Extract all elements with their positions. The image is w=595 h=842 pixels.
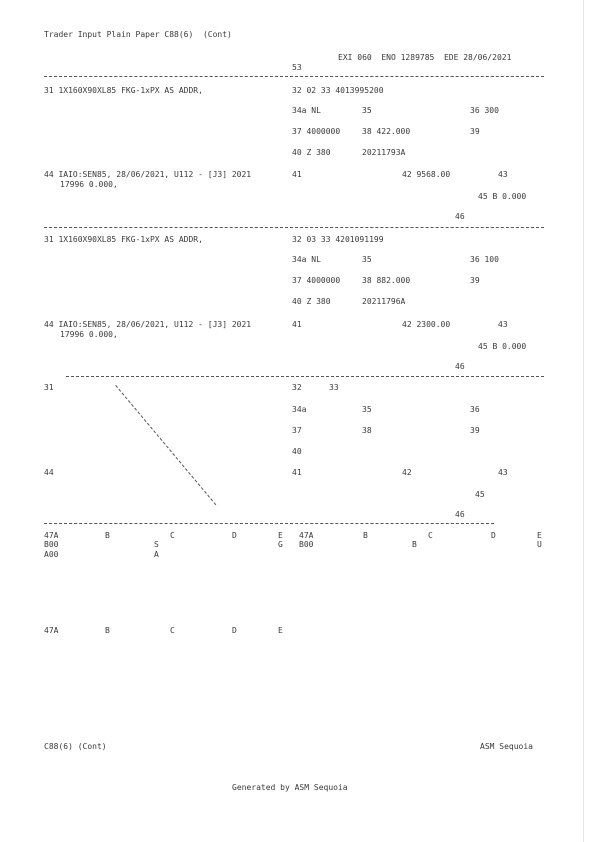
box-39: 39 bbox=[470, 426, 480, 435]
box-47a: 47A bbox=[44, 531, 59, 540]
box-33: 33 bbox=[329, 383, 339, 392]
box-44-documents: 44 IAIO:SEN85, 28/06/2021, U112 - [J3] 2021 bbox=[44, 170, 252, 179]
box-35: 35 bbox=[362, 255, 372, 264]
box-44-documents-cont: 17996 0.000, bbox=[60, 330, 118, 339]
box-40-value: 20211793A bbox=[362, 148, 406, 157]
tax-col-e-second: E bbox=[537, 531, 542, 540]
box-44: 44 bbox=[44, 468, 54, 477]
box-37: 37 bbox=[292, 426, 302, 435]
tax-type-b00-second: B00 bbox=[299, 540, 314, 549]
box-36: 36 300 bbox=[470, 106, 499, 115]
box-46: 46 bbox=[455, 362, 465, 371]
tax-method-a: A bbox=[154, 550, 159, 559]
tax-method-u: U bbox=[537, 540, 542, 549]
generated-by-note: Generated by ASM Sequoia bbox=[232, 783, 348, 792]
box-39: 39 bbox=[470, 276, 480, 285]
box-43: 43 bbox=[498, 320, 508, 329]
form-title: Trader Input Plain Paper C88(6) (Cont) bbox=[44, 30, 232, 39]
box-45: 45 bbox=[475, 490, 485, 499]
box-38: 38 422.000 bbox=[362, 127, 411, 136]
tax-type-a00: A00 bbox=[44, 550, 59, 559]
box-43: 43 bbox=[498, 170, 508, 179]
declaration-references: EXI 060 ENO 1289785 EDE 28/06/2021 bbox=[338, 53, 512, 62]
box-45: 45 B 0.000 bbox=[478, 192, 527, 201]
tax-col-d: D bbox=[232, 531, 237, 540]
box-40-value: 20211796A bbox=[362, 297, 406, 306]
box-34: 34a bbox=[292, 405, 307, 414]
box-41: 41 bbox=[292, 320, 302, 329]
box-41: 41 bbox=[292, 468, 302, 477]
box-47a-second: 47A bbox=[299, 531, 314, 540]
box-46: 46 bbox=[455, 510, 465, 519]
goods-description: 31 1X160X90XL85 FKG-1xPX AS ADDR, bbox=[44, 86, 203, 95]
box-35: 35 bbox=[362, 405, 372, 414]
box-46: 46 bbox=[455, 212, 465, 221]
box-44-documents-cont: 17996 0.000, bbox=[60, 180, 118, 189]
divider bbox=[66, 376, 544, 377]
tax-col-b-value: B bbox=[412, 540, 417, 549]
box-40: 40 bbox=[292, 447, 302, 456]
tax-type-b00: B00 bbox=[44, 540, 59, 549]
box-32-commodity: 32 03 33 4201091199 bbox=[292, 235, 384, 244]
box-32-commodity: 32 02 33 4013995200 bbox=[292, 86, 384, 95]
box-45: 45 B 0.000 bbox=[478, 342, 527, 351]
tax-col-e: E bbox=[278, 626, 283, 635]
box-47a: 47A bbox=[44, 626, 59, 635]
box-37: 37 4000000 bbox=[292, 276, 341, 285]
page-edge-line bbox=[583, 0, 584, 842]
tax-col-b: B bbox=[105, 531, 110, 540]
box-38: 38 bbox=[362, 426, 372, 435]
box-39: 39 bbox=[470, 127, 480, 136]
box-34-origin: 34a NL bbox=[292, 106, 321, 115]
box-34-origin: 34a NL bbox=[292, 255, 321, 264]
tax-col-d-second: D bbox=[491, 531, 496, 540]
box-37: 37 4000000 bbox=[292, 127, 341, 136]
divider bbox=[44, 76, 544, 77]
box-42-price: 42 2300.00 bbox=[402, 320, 451, 329]
tax-col-c-second: C bbox=[428, 531, 433, 540]
box-53: 53 bbox=[292, 63, 302, 72]
tax-col-b: B bbox=[105, 626, 110, 635]
box-41: 41 bbox=[292, 170, 302, 179]
box-40: 40 Z 380 bbox=[292, 297, 331, 306]
box-40: 40 Z 380 bbox=[292, 148, 331, 157]
divider bbox=[44, 523, 494, 524]
box-44-documents: 44 IAIO:SEN85, 28/06/2021, U112 - [J3] 2021 bbox=[44, 320, 252, 329]
box-42-price: 42 9568.00 bbox=[402, 170, 451, 179]
divider bbox=[44, 227, 544, 228]
box-42: 42 bbox=[402, 468, 412, 477]
box-32: 32 bbox=[292, 383, 302, 392]
box-31: 31 bbox=[44, 383, 54, 392]
tax-method-g: G bbox=[278, 540, 283, 549]
tax-col-b-second: B bbox=[363, 531, 368, 540]
goods-description: 31 1X160X90XL85 FKG-1xPX AS ADDR, bbox=[44, 235, 203, 244]
tax-method-s: S bbox=[154, 540, 159, 549]
tax-col-d: D bbox=[232, 626, 237, 635]
footer-form-name: C88(6) (Cont) bbox=[44, 742, 107, 751]
box-36: 36 100 bbox=[470, 255, 499, 264]
tax-col-c: C bbox=[170, 626, 175, 635]
box-35: 35 bbox=[362, 106, 372, 115]
cross-out-line bbox=[115, 385, 216, 505]
tax-col-c: C bbox=[170, 531, 175, 540]
box-36: 36 bbox=[470, 405, 480, 414]
box-38: 38 882.000 bbox=[362, 276, 411, 285]
tax-col-e: E bbox=[278, 531, 283, 540]
box-43: 43 bbox=[498, 468, 508, 477]
footer-software-name: ASM Sequoia bbox=[480, 742, 533, 751]
